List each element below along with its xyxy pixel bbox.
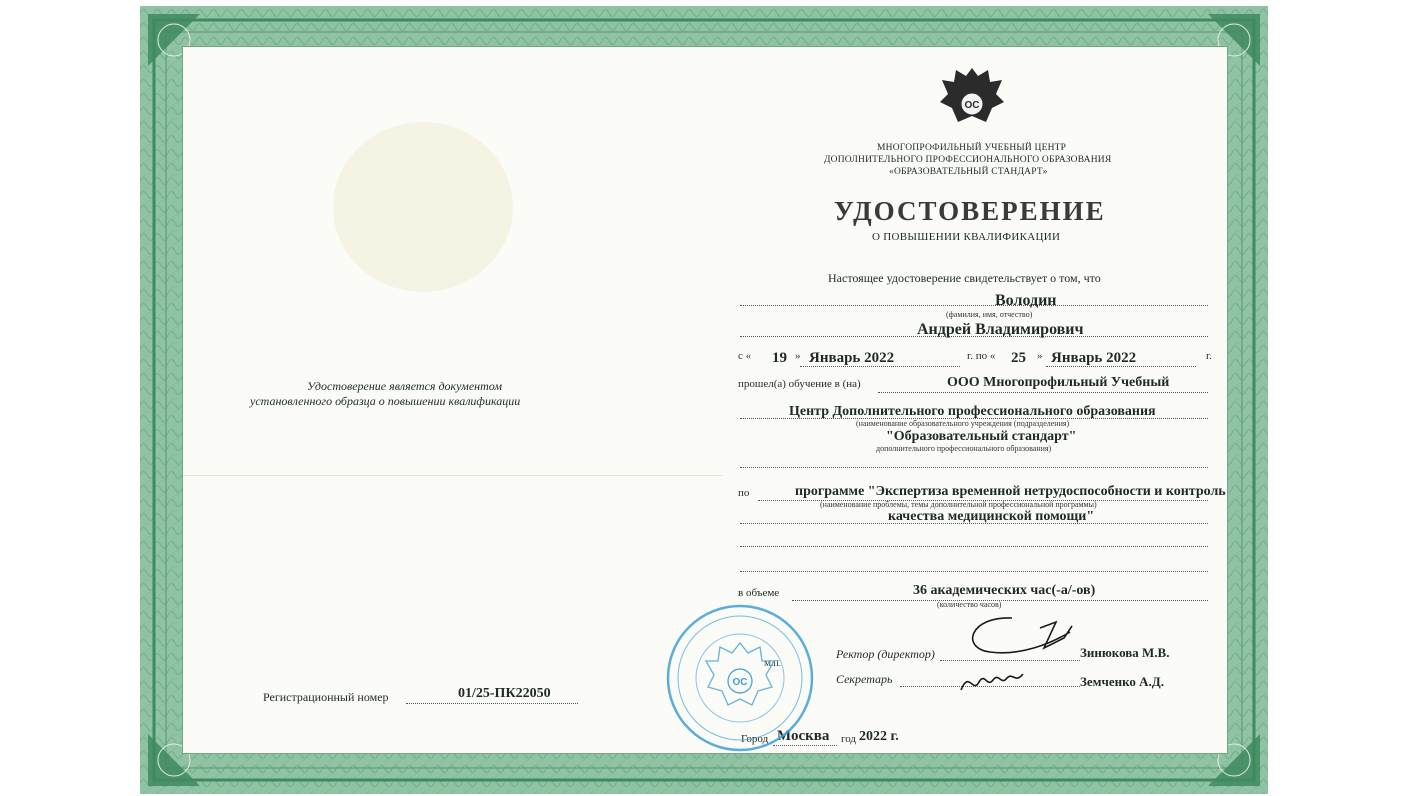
training-org-line-3: "Образовательный стандарт" [886,429,1077,444]
dotted-line [800,366,960,367]
rector-name: Зинюкова М.В. [1080,645,1170,660]
dotted-line [406,703,578,704]
dotted-line [1046,366,1196,367]
secretary-name: Земченко А.Д. [1080,674,1164,689]
document-subtitle: О ПОВЫШЕНИИ КВАЛИФИКАЦИИ [872,231,1061,243]
dotted-line [740,546,1208,547]
period-from-month-year: Январь 2022 [809,350,895,366]
dotted-line [878,392,1208,393]
mp-label: М.П. [764,659,781,668]
training-label: прошел(а) обучение в (на) [738,378,861,390]
city-value: Москва [777,728,830,744]
year-value: 2022 г. [859,729,899,744]
logo-letters: ОС [964,100,980,111]
dotted-line [740,305,1208,306]
period-to-month-year: Январь 2022 [1051,350,1137,366]
watermark-emblem-icon [313,107,533,307]
period-to-close: » [1037,350,1043,362]
volume-value: 36 академических час(-а/-ов) [913,583,1096,598]
dotted-line [740,467,1208,468]
person-caption: (фамилия, имя, отчество) [946,310,1033,319]
training-org-line-2: Центр Дополнительного профессионального образования [789,404,1156,419]
volume-label: в объеме [738,587,780,599]
period-from-close: » [795,350,801,362]
training-org-line-1: ООО Многопрофильный Учебный [947,375,1170,390]
year-label: год [841,733,857,745]
secretary-label: Секретарь [836,672,893,686]
program-label: по [738,487,750,499]
org-line-1: МНОГОПРОФИЛЬНЫЙ УЧЕБНЫЙ ЦЕНТР [877,143,1067,153]
fold-line [183,475,723,476]
period-to-day: 25 [1011,350,1026,366]
org-line-3: «ОБРАЗОВАТЕЛЬНЫЙ СТАНДАРТ» [889,167,1048,177]
left-note-line-1: Удостоверение является документом [307,379,502,393]
document-title: УДОСТОВЕРЕНИЕ [834,196,1106,226]
org-line-2: ДОПОЛНИТЕЛЬНОГО ПРОФЕССИОНАЛЬНОГО ОБРАЗОВАНИЯ [824,155,1112,165]
person-surname: Володин [995,292,1057,309]
round-seal-icon [662,603,818,753]
person-name: Андрей Владимирович [917,321,1084,338]
program-line-2: качества медицинской помощи" [888,509,1095,524]
secretary-signature-icon [955,664,1035,698]
intro-text: Настоящее удостоверение свидетельствует о том, что [828,271,1101,285]
eagle-emblem-icon [938,64,1006,130]
dotted-line [740,571,1208,572]
left-note-line-2: установленного образца о повышении квалификации [250,394,521,408]
rector-signature-icon [960,608,1100,668]
rector-label: Ректор (директор) [836,647,935,661]
stamp-letters: ОС [732,677,748,688]
volume-caption: (количество часов) [937,600,1002,609]
city-label: Город [741,733,769,745]
period-from-prefix: с « [738,350,752,362]
period-from-day: 19 [772,350,787,366]
reg-label: Регистрационный номер [263,690,389,704]
training-caption-2: дополнительного профессионального образования) [876,444,1052,453]
reg-number: 01/25-ПК22050 [458,686,551,701]
program-caption: (наименование проблемы, темы дополнительной профессиональной программы) [820,500,1097,509]
program-line-1: программе "Экспертиза временной нетрудоспособности и контроль [795,484,1226,499]
training-caption-1: (наименование образовательного учреждения (подразделения) [856,419,1070,428]
period-year-suffix: г. [1206,350,1213,362]
period-to-prefix: г. по « [967,350,996,362]
